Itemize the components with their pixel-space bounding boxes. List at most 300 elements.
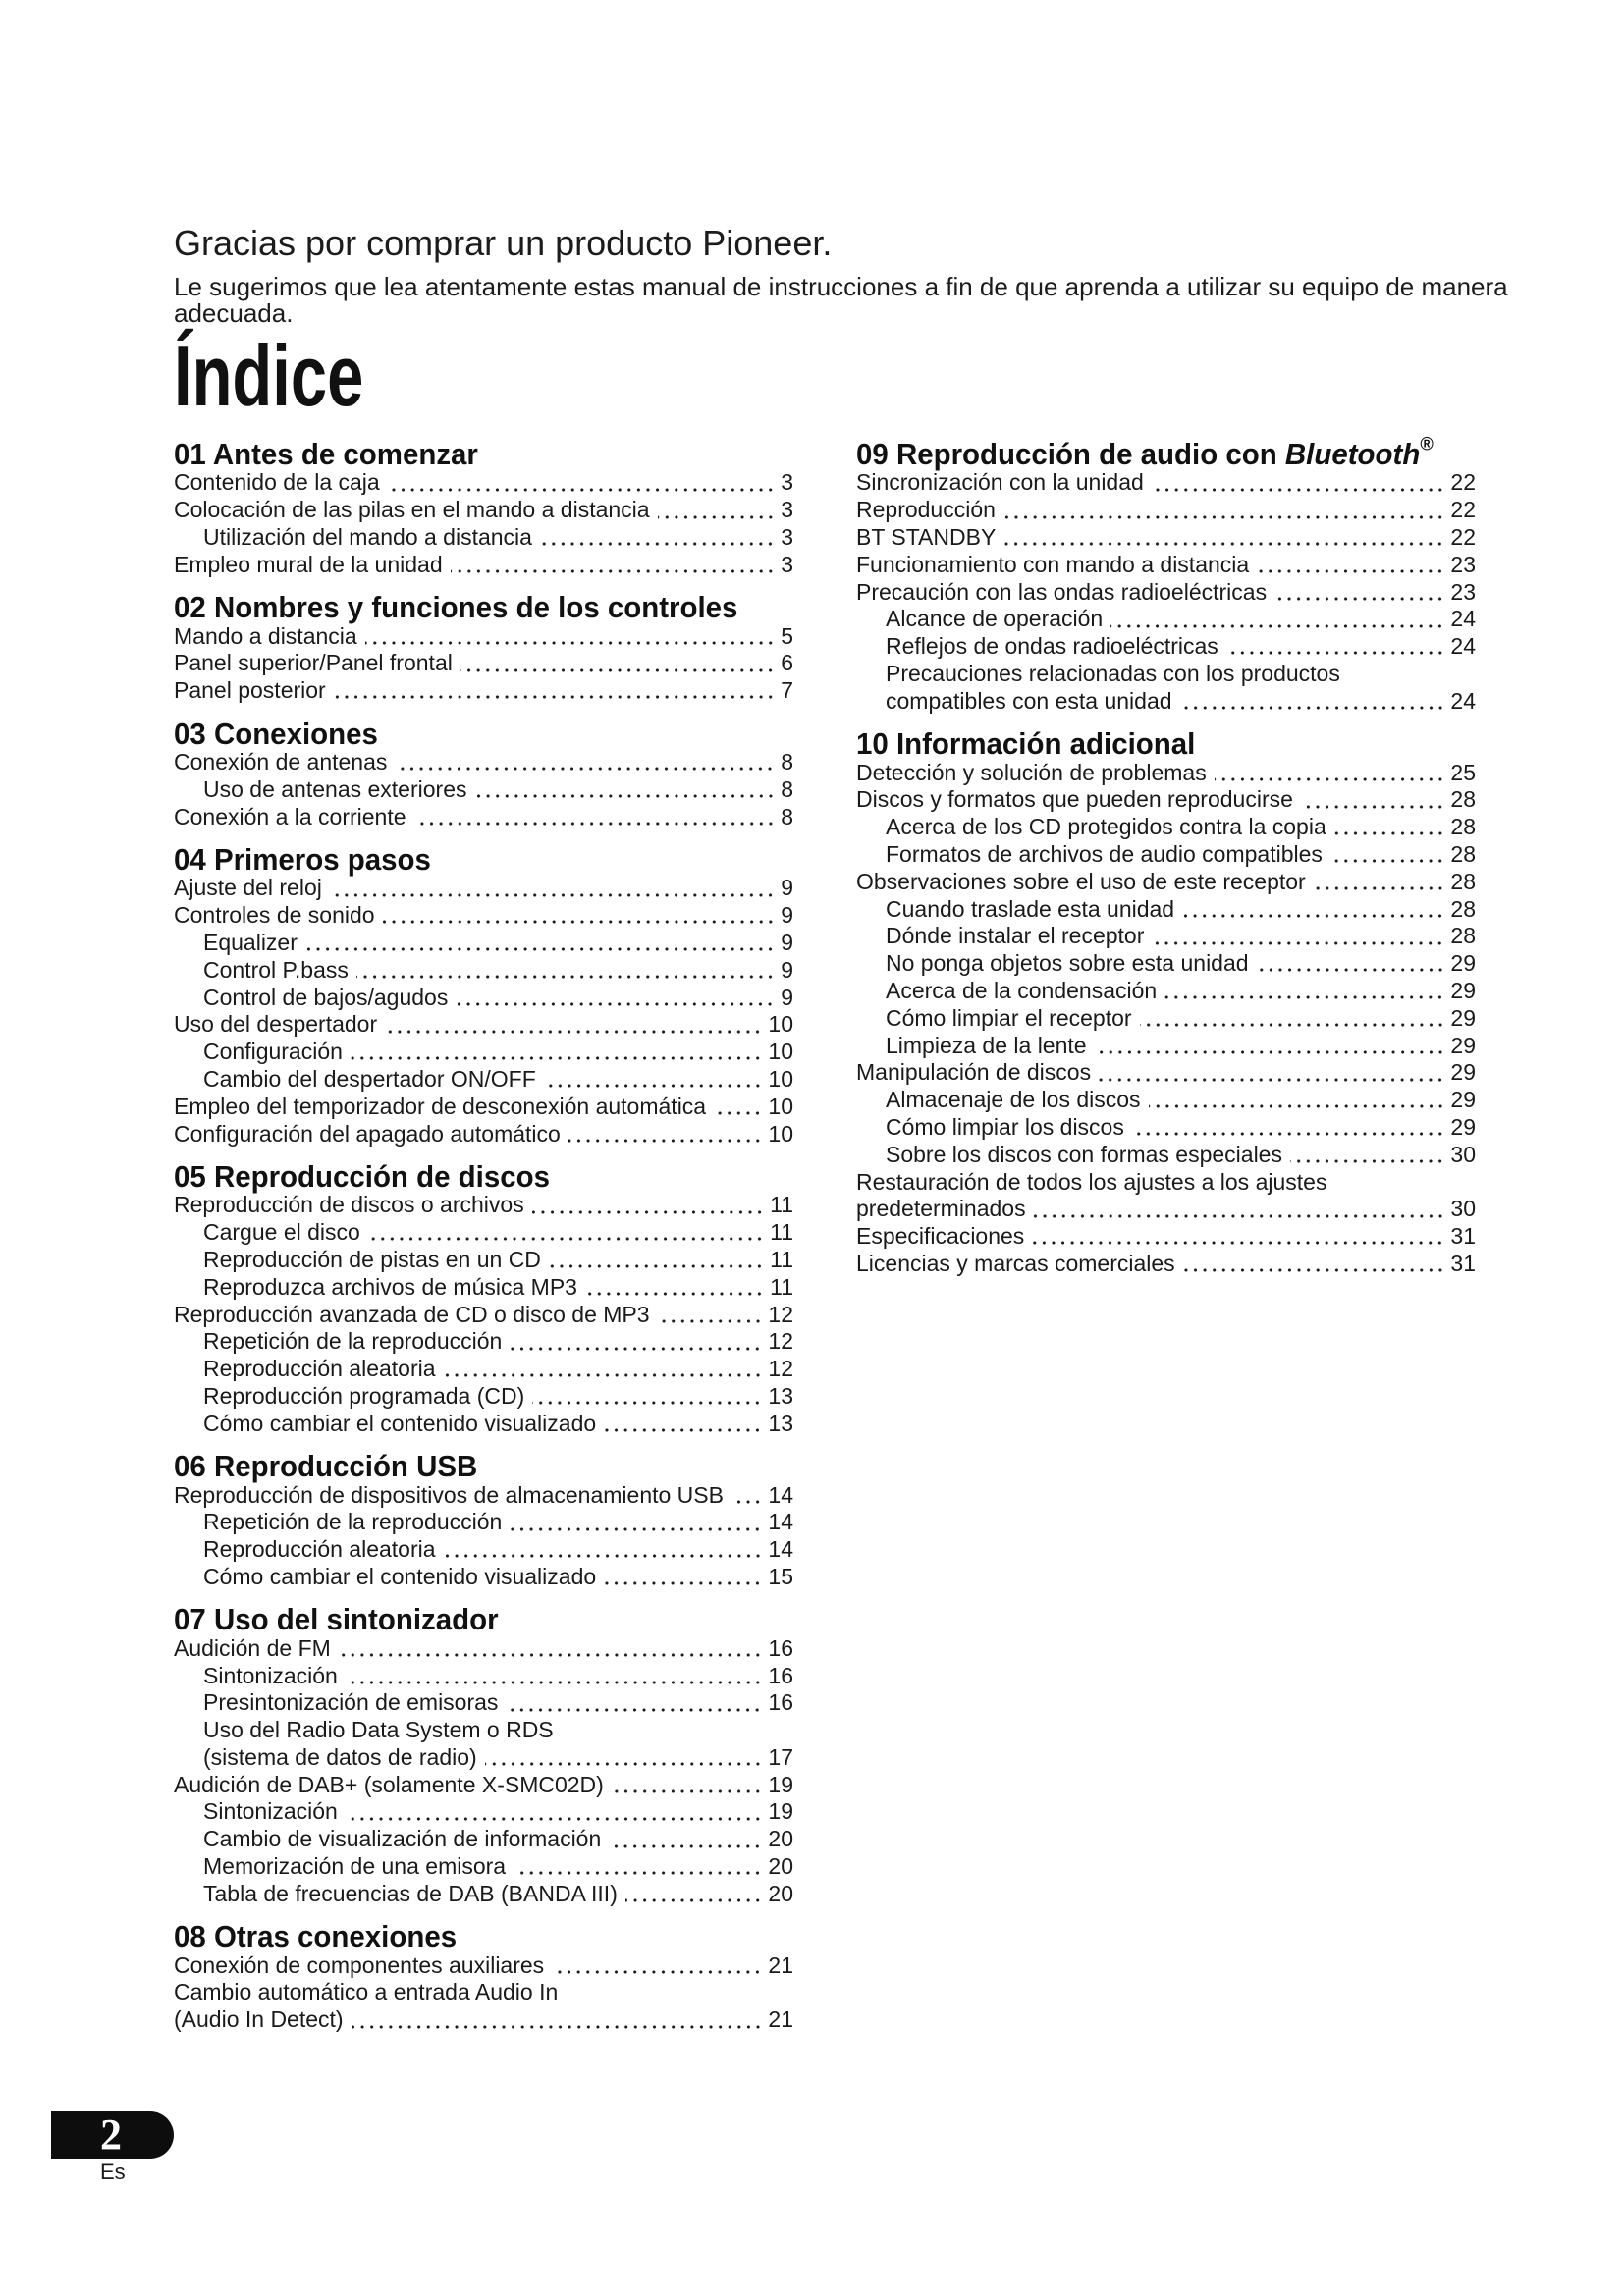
section-heading — [856, 434, 1476, 471]
toc-page-number: 29 — [1450, 950, 1476, 977]
toc-entry — [856, 841, 1476, 869]
dot-leader — [731, 1500, 762, 1504]
toc-entry — [174, 1798, 793, 1826]
section-heading — [174, 1919, 793, 1954]
toc-entry-label: Reproducción aleatoria — [203, 1356, 436, 1382]
toc-entry-label: Reproducción programada (CD) — [203, 1382, 525, 1409]
dot-leader — [388, 488, 775, 492]
toc-entry-label: Almacenaje de los discos — [886, 1087, 1141, 1113]
section-heading-text: 02 Nombres y funciones de los controles — [174, 590, 738, 625]
toc-page-number: 8 — [781, 775, 793, 802]
toc-page-number: 29 — [1450, 1032, 1476, 1058]
toc-page-number: 20 — [768, 1826, 793, 1852]
toc-entry-label: Dónde instalar el receptor — [886, 923, 1145, 949]
toc-entry-label: Contenido de la caja — [174, 469, 380, 496]
dot-leader — [1334, 831, 1445, 835]
toc-entry-label: Tabla de frecuencias de DAB (BANDA III) — [203, 1880, 618, 1906]
toc-entry — [174, 1689, 793, 1717]
toc-entry-label: Cómo limpiar los discos — [886, 1113, 1124, 1140]
toc-entry — [856, 661, 1476, 688]
toc-entry — [174, 623, 793, 651]
dot-leader — [585, 1292, 764, 1296]
toc-entry — [856, 1169, 1476, 1197]
toc-entry — [174, 1039, 793, 1066]
toc-page-number: 20 — [768, 1853, 793, 1880]
toc-entry — [856, 1251, 1476, 1278]
toc-entry — [174, 1411, 793, 1438]
toc-entry — [174, 1011, 793, 1039]
toc-entry-label: Memorización de una emisora — [203, 1853, 507, 1880]
toc-page-number: 19 — [768, 1771, 793, 1797]
toc-entry — [174, 776, 793, 804]
section-heading-text: 01 Antes de comenzar — [174, 437, 478, 471]
toc-page-number: 28 — [1450, 814, 1476, 840]
toc-page-number: 12 — [768, 1301, 793, 1327]
toc-entry-label: Repetición de la reproducción — [203, 1328, 503, 1355]
toc-entry — [174, 1717, 793, 1744]
dot-leader — [1149, 1104, 1445, 1108]
section-heading-text: 03 Conexiones — [174, 716, 378, 751]
dot-leader — [1034, 1214, 1445, 1218]
dot-leader — [383, 920, 776, 924]
dot-leader — [351, 1056, 762, 1060]
toc-entry — [856, 1223, 1476, 1251]
toc-entry-label: BT STANDBY — [856, 524, 997, 550]
toc-entry-label: Cambio automático a entrada Audio In — [174, 1979, 559, 2005]
toc-page-number: 28 — [1450, 786, 1476, 813]
toc-page-number: 10 — [768, 1093, 793, 1119]
toc-page-number: 29 — [1450, 1113, 1476, 1140]
dot-leader — [305, 947, 775, 951]
dot-leader — [444, 1373, 763, 1377]
toc-entry — [174, 1328, 793, 1356]
toc-entry-label: Uso de antenas exteriores — [203, 775, 467, 802]
toc-entry — [174, 1979, 793, 2006]
dot-leader — [346, 1681, 763, 1684]
section-heading-inner — [174, 1919, 458, 1954]
toc-entry-label: Colocación de las pilas en el mando a distancia — [174, 497, 650, 523]
toc-entry-label: Discos y formatos que pueden reproducirse — [856, 786, 1293, 813]
toc-page-number: 9 — [781, 956, 793, 983]
toc-entry — [174, 524, 793, 552]
toc-page-number: 30 — [1450, 1196, 1476, 1222]
toc-entry — [174, 1274, 793, 1302]
dot-leader — [568, 1139, 763, 1143]
toc-entry — [856, 1005, 1476, 1033]
toc-entry — [174, 650, 793, 677]
toc-page-number: 13 — [768, 1410, 793, 1436]
toc-entry — [856, 786, 1476, 814]
dot-leader — [368, 1237, 764, 1241]
toc-entry-label: predeterminados — [856, 1196, 1026, 1222]
toc-page-number: 31 — [1450, 1223, 1476, 1250]
dot-leader — [625, 1898, 763, 1902]
dot-leader — [1257, 569, 1444, 573]
toc-entry — [174, 1853, 793, 1881]
toc-page-number: 12 — [768, 1328, 793, 1355]
toc-entry-label: Sincronización con la unidad — [856, 469, 1144, 496]
toc-page-number: 29 — [1450, 1059, 1476, 1086]
toc-entry — [174, 1744, 793, 1772]
toc-entry — [174, 930, 793, 957]
dot-leader — [1152, 488, 1445, 492]
toc-entry-label: Conexión de antenas — [174, 748, 388, 774]
toc-entry-label: Licencias y marcas comerciales — [856, 1250, 1175, 1276]
toc-page-number: 15 — [768, 1563, 793, 1589]
page-number: 2 — [100, 2110, 122, 2159]
toc-entry — [856, 633, 1476, 661]
toc-entry-label: Acerca de los CD protegidos contra la copia — [886, 814, 1326, 840]
toc-entry — [174, 1564, 793, 1591]
section-heading — [174, 841, 793, 877]
toc-entry — [174, 1536, 793, 1564]
dot-leader — [506, 1708, 762, 1712]
toc-entry-label: Cambio de visualización de información — [203, 1826, 602, 1852]
toc-entry — [856, 1142, 1476, 1169]
toc-entry — [856, 869, 1476, 896]
dot-leader — [1032, 1241, 1444, 1245]
dot-leader — [1152, 941, 1444, 945]
toc-entry-label: Reproducción de discos o archivos — [174, 1192, 524, 1218]
toc-entry-label: Mando a distancia — [174, 622, 357, 649]
toc-entry — [174, 1121, 793, 1148]
dot-leader — [444, 1554, 763, 1558]
toc-entry-label: Control P.bass — [203, 956, 349, 983]
dot-leader — [552, 1970, 762, 1974]
toc-entry-label: (sistema de datos de radio) — [203, 1743, 477, 1770]
dot-leader — [1183, 1268, 1445, 1272]
toc-entry — [174, 1772, 793, 1799]
toc-entry — [856, 814, 1476, 841]
page-number-badge — [51, 2111, 174, 2159]
toc-page-number: 10 — [768, 1039, 793, 1065]
section-heading-text: 06 Reproducción USB — [174, 1449, 478, 1484]
toc-entry-label: Empleo mural de la unidad — [174, 551, 443, 577]
dot-leader — [485, 1762, 763, 1766]
intro-text: Le sugerimos que lea atentamente estas manual de instrucciones a fin de que aprenda a utilizar su equipo de manera adecuada. — [174, 272, 1508, 328]
dot-leader — [460, 668, 775, 672]
toc-page-number: 16 — [768, 1634, 793, 1661]
toc-page-number: 10 — [768, 1011, 793, 1038]
dot-leader — [346, 1817, 763, 1821]
toc-entry-label: Restauración de todos los ajustes a los ajustes — [856, 1168, 1327, 1195]
dot-leader — [1257, 968, 1445, 972]
toc-column-left — [174, 437, 793, 2034]
toc-entry — [174, 2006, 793, 2034]
toc-entry — [174, 1509, 793, 1536]
toc-entry — [856, 923, 1476, 950]
toc-entry — [174, 1302, 793, 1329]
toc-entry — [174, 1066, 793, 1094]
toc-page-number: 22 — [1450, 524, 1476, 550]
toc-page-number: 29 — [1450, 1087, 1476, 1113]
dot-leader — [339, 1653, 763, 1657]
toc-page-number: 29 — [1450, 977, 1476, 1003]
section-heading-brand: Bluetooth — [1284, 437, 1421, 471]
section-heading-text: 10 Información adicional — [856, 726, 1196, 762]
toc-entry — [856, 1087, 1476, 1114]
toc-entry — [174, 902, 793, 930]
section-heading-inner — [174, 1158, 550, 1194]
toc-entry-label: Conexión de componentes auxiliares — [174, 1951, 545, 1978]
dot-leader — [1301, 805, 1445, 809]
toc-entry — [174, 804, 793, 831]
toc-page-number: 5 — [781, 622, 793, 649]
toc-page-number: 9 — [781, 902, 793, 929]
toc-entry — [174, 1881, 793, 1908]
toc-page-number: 22 — [1450, 497, 1476, 523]
toc-page-number: 21 — [768, 2006, 793, 2033]
toc-entry — [174, 1663, 793, 1690]
dot-leader — [456, 1002, 775, 1006]
toc-entry — [174, 552, 793, 579]
toc-page-number: 7 — [781, 677, 793, 704]
dot-leader — [1180, 706, 1445, 710]
toc-page-number: 22 — [1450, 469, 1476, 496]
toc-entry-label: Cómo cambiar el contenido visualizado — [203, 1410, 597, 1436]
dot-leader — [1099, 1078, 1444, 1082]
dot-leader — [330, 893, 775, 897]
toc-page-number: 9 — [781, 929, 793, 955]
dot-leader — [1132, 1132, 1445, 1136]
registered-mark: ® — [1420, 434, 1434, 455]
toc-entry-label: Manipulación de discos — [856, 1059, 1092, 1086]
toc-entry — [856, 760, 1476, 787]
toc-entry — [856, 469, 1476, 497]
toc-page-number: 11 — [770, 1219, 793, 1246]
toc-page-number: 11 — [770, 1246, 793, 1272]
toc-page-number: 28 — [1450, 868, 1476, 894]
dot-leader — [1226, 651, 1445, 655]
toc-entry-label: Alcance de operación — [886, 606, 1104, 632]
toc-entry-label: Precauciones relacionadas con los productos — [886, 660, 1340, 686]
toc-entry-label: Especificaciones — [856, 1223, 1025, 1250]
dot-leader — [514, 1871, 762, 1875]
dot-leader — [1164, 995, 1444, 999]
dot-leader — [549, 1264, 764, 1268]
toc-entry-label: Empleo del temporizador de desconexión automática — [174, 1093, 707, 1119]
toc-page-number: 3 — [781, 469, 793, 496]
dot-leader — [352, 2025, 763, 2029]
toc-entry — [174, 1219, 793, 1247]
toc-entry-label: Cómo limpiar el receptor — [886, 1004, 1132, 1031]
toc-entry — [856, 552, 1476, 579]
toc-page-number: 14 — [768, 1509, 793, 1535]
dot-leader — [510, 1527, 762, 1531]
toc-entry — [856, 950, 1476, 978]
dot-leader — [1003, 542, 1444, 546]
section-heading — [174, 590, 793, 625]
language-code: Es — [100, 2160, 126, 2184]
toc-entry-label: Conexión a la corriente — [174, 803, 406, 829]
toc-page-number: 29 — [1450, 1004, 1476, 1031]
toc-entry — [174, 1383, 793, 1411]
toc-page-number: 25 — [1450, 759, 1476, 785]
dot-leader — [532, 1401, 762, 1405]
toc-entry-label: compatibles con esta unidad — [886, 687, 1172, 714]
dot-leader — [334, 695, 776, 699]
toc-entry-label: Reproducción aleatoria — [203, 1536, 436, 1563]
toc-entry — [856, 978, 1476, 1005]
toc-page-number: 10 — [768, 1065, 793, 1092]
page-title: Índice — [174, 327, 364, 424]
dot-leader — [1290, 1159, 1444, 1163]
toc-entry-label: Cargue el disco — [203, 1219, 360, 1246]
section-heading — [174, 1602, 793, 1637]
toc-entry-label: Acerca de la condensación — [886, 977, 1158, 1003]
toc-page-number: 23 — [1450, 551, 1476, 577]
section-heading — [174, 1449, 793, 1484]
section-heading — [174, 716, 793, 751]
toc-entry — [856, 606, 1476, 633]
toc-entry-label: Equalizer — [203, 929, 298, 955]
toc-entry-label: Detección y solución de problemas — [856, 759, 1207, 785]
toc-entry-label: Sobre los discos con formas especiales — [886, 1141, 1282, 1167]
section-heading-text: 09 Reproducción de audio con — [856, 437, 1285, 471]
dot-leader — [1182, 914, 1444, 918]
section-heading-text: 08 Otras conexiones — [174, 1919, 458, 1954]
toc-entry — [174, 1952, 793, 1980]
toc-page-number: 19 — [768, 1798, 793, 1825]
toc-page-number: 24 — [1450, 606, 1476, 632]
toc-page-number: 3 — [781, 524, 793, 550]
toc-entry — [174, 985, 793, 1012]
toc-page-number: 16 — [768, 1662, 793, 1688]
toc-entry — [856, 1059, 1476, 1087]
dot-leader — [604, 1581, 762, 1585]
section-heading-inner — [174, 437, 478, 471]
toc-entry-label: Repetición de la reproducción — [203, 1509, 503, 1535]
toc-entry-label: Configuración — [203, 1039, 343, 1065]
section-heading-text: 04 Primeros pasos — [174, 841, 431, 877]
toc-entry-label: Audición de FM — [174, 1634, 331, 1661]
dot-leader — [1110, 624, 1444, 628]
dot-leader — [1140, 1023, 1445, 1027]
toc-page-number: 12 — [768, 1356, 793, 1382]
toc-entry — [174, 497, 793, 524]
toc-entry — [174, 1094, 793, 1121]
toc-entry-label: Panel posterior — [174, 677, 326, 704]
toc-entry — [174, 469, 793, 497]
toc-entry — [174, 957, 793, 985]
toc-page-number: 28 — [1450, 923, 1476, 949]
section-heading-inner — [174, 716, 378, 751]
toc-entry-label: Presintonización de emisoras — [203, 1689, 499, 1716]
toc-entry-label: Control de bajos/agudos — [203, 984, 449, 1010]
dot-leader — [609, 1844, 762, 1848]
toc-entry-label: Utilización del mando a distancia — [203, 524, 532, 550]
toc-page-number: 6 — [781, 650, 793, 676]
toc-page-number: 21 — [768, 1951, 793, 1978]
section-heading-inner — [174, 1602, 499, 1637]
toc-page-number: 23 — [1450, 578, 1476, 605]
dot-leader — [1274, 597, 1444, 601]
toc-page-number: 8 — [781, 748, 793, 774]
toc-page-number: 28 — [1450, 840, 1476, 867]
toc-page-number: 24 — [1450, 633, 1476, 660]
toc-page-number: 16 — [768, 1689, 793, 1716]
dot-leader — [1215, 777, 1445, 781]
toc-entry-label: Configuración del apagado automático — [174, 1120, 561, 1147]
dot-leader — [540, 542, 775, 546]
dot-leader — [385, 1030, 762, 1034]
toc-page-number: 14 — [768, 1481, 793, 1508]
toc-page-number: 24 — [1450, 687, 1476, 714]
toc-entry-label: Reproduzca archivos de música MP3 — [203, 1273, 577, 1300]
toc-page-number: 3 — [781, 551, 793, 577]
toc-entry-label: Sintonización — [203, 1798, 338, 1825]
toc-page-number: 10 — [768, 1120, 793, 1147]
toc-entry-label: Reflejos de ondas radioeléctricas — [886, 633, 1218, 660]
toc-entry — [174, 1356, 793, 1383]
section-heading — [174, 1158, 793, 1194]
section-heading-inner — [856, 434, 1434, 471]
toc-entry — [174, 1826, 793, 1853]
toc-entry — [174, 1482, 793, 1510]
toc-entry-label: Sintonización — [203, 1662, 338, 1688]
toc-entry-label: Uso del Radio Data System o RDS — [203, 1717, 554, 1743]
toc-entry-label: Controles de sonido — [174, 902, 375, 929]
toc-entry-label: Precaución con las ondas radioeléctricas — [856, 578, 1268, 605]
toc-entry — [174, 677, 793, 705]
toc-entry-label: Limpieza de la lente — [886, 1032, 1087, 1058]
intro-title: Gracias por comprar un producto Pioneer. — [174, 223, 833, 263]
toc-entry-label: Ajuste del reloj — [174, 875, 322, 901]
dot-leader — [395, 767, 775, 771]
toc-page-number: 13 — [768, 1382, 793, 1409]
toc-column-right — [856, 434, 1476, 1278]
dot-leader — [414, 822, 776, 826]
dot-leader — [510, 1347, 762, 1351]
toc-page-number: 8 — [781, 803, 793, 829]
toc-page-number: 9 — [781, 875, 793, 901]
toc-entry — [856, 1196, 1476, 1223]
toc-entry-label: Reproducción de dispositivos de almacenamiento USB — [174, 1481, 724, 1508]
toc-page-number: 11 — [770, 1192, 793, 1218]
dot-leader — [1003, 515, 1444, 519]
toc-entry-label: Uso del despertador — [174, 1011, 378, 1038]
toc-entry — [174, 875, 793, 902]
toc-page-number: 3 — [781, 497, 793, 523]
toc-page-number: 11 — [770, 1273, 793, 1300]
toc-entry-label: Panel superior/Panel frontal — [174, 650, 453, 676]
dot-leader — [451, 569, 776, 573]
toc-entry — [856, 579, 1476, 607]
dot-leader — [604, 1428, 762, 1432]
toc-entry — [174, 1635, 793, 1663]
toc-entry — [856, 896, 1476, 924]
toc-entry-label: Cómo cambiar el contenido visualizado — [203, 1563, 597, 1589]
dot-leader — [714, 1111, 762, 1115]
section-heading-text: 05 Reproducción de discos — [174, 1158, 550, 1194]
toc-entry-label: (Audio In Detect) — [174, 2006, 344, 2033]
dot-leader — [1314, 886, 1445, 890]
toc-entry-label: Formatos de archivos de audio compatibles — [886, 840, 1323, 867]
toc-entry-label: Observaciones sobre el uso de este receptor — [856, 868, 1306, 894]
dot-leader — [1095, 1050, 1445, 1054]
toc-entry-label: No ponga objetos sobre esta unidad — [886, 950, 1249, 977]
dot-leader — [544, 1084, 763, 1088]
toc-entry — [856, 688, 1476, 716]
section-heading-text: 07 Uso del sintonizador — [174, 1602, 499, 1637]
section-heading-inner — [174, 841, 431, 877]
section-heading — [174, 437, 793, 471]
toc-entry-label: Reproducción avanzada de CD o disco de MP3 — [174, 1301, 650, 1327]
toc-entry-label: Reproducción de pistas en un CD — [203, 1246, 541, 1272]
toc-entry — [856, 497, 1476, 524]
dot-leader — [1330, 859, 1445, 863]
toc-page-number: 17 — [768, 1743, 793, 1770]
